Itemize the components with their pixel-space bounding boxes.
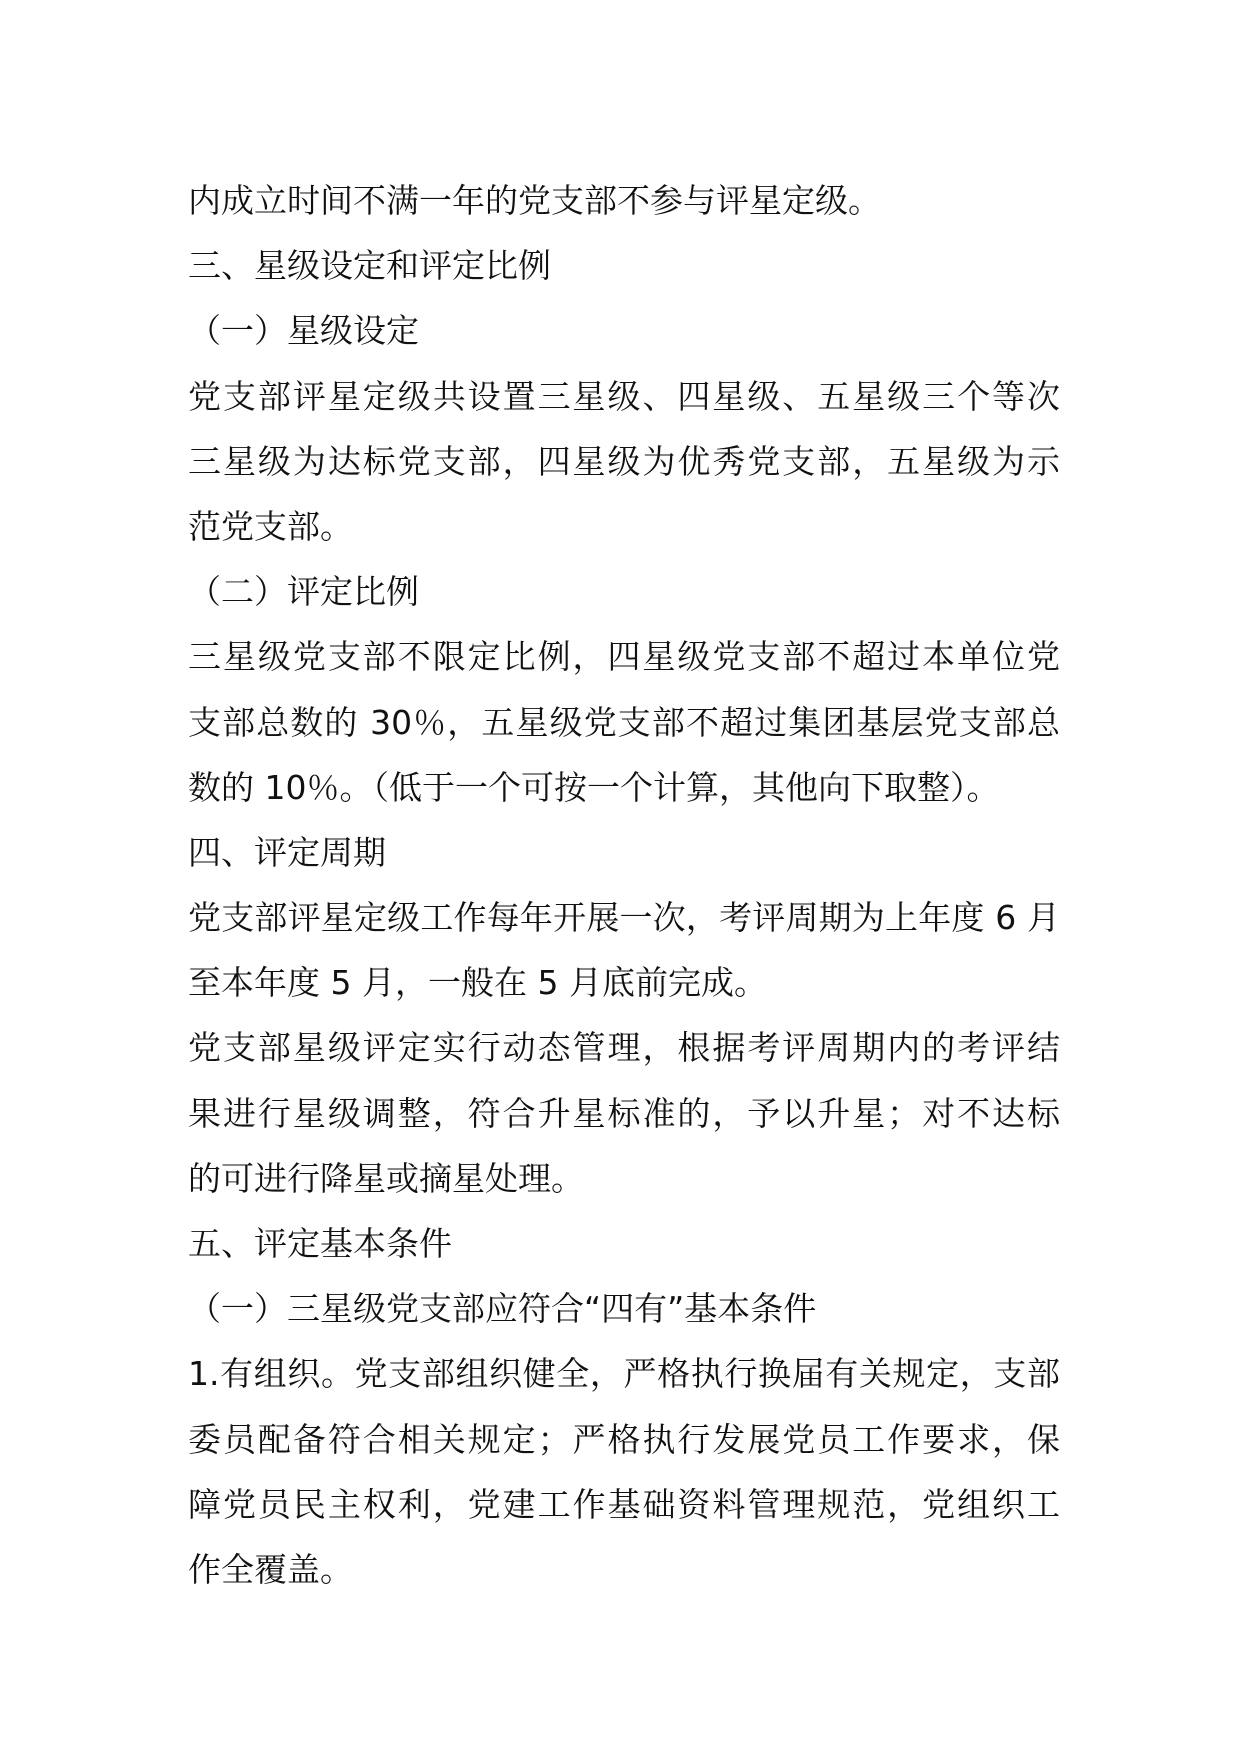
section-heading: 三、星级设定和评定比例 [188, 246, 551, 286]
text-line: 委员配备符合相关规定；严格执行发展党员工作要求，保 [188, 1419, 1060, 1459]
text-line: 数的 10％。（低于一个可按一个计算，其他向下取整）。 [188, 767, 1000, 807]
subsection-heading: （一）星级设定 [188, 311, 419, 351]
text-line: 果进行星级调整，符合升星标准的，予以升星；对不达标 [188, 1093, 1060, 1133]
document-body [188, 168, 1060, 1602]
section-heading: 五、评定基本条件 [188, 1224, 452, 1263]
text-line: 至本年度 5 月，一般在 5 月底前完成。 [188, 963, 767, 1003]
text-line: 三星级为达标党支部，四星级为优秀党支部，五星级为示 [188, 441, 1060, 481]
text-line: 党支部星级评定实行动态管理，根据考评周期内的考评结 [188, 1028, 1060, 1068]
text-line: 的可进行降星或摘星处理。 [188, 1158, 584, 1198]
text-line: 党支部评星定级工作每年开展一次，考评周期为上年度 6 月 [188, 898, 1060, 938]
subsection-heading: （二）评定比例 [188, 572, 419, 612]
text-line: 1.有组织。党支部组织健全，严格执行换届有关规定，支部 [188, 1354, 1060, 1394]
text-line: 支部总数的 30％，五星级党支部不超过集团基层党支部总 [188, 702, 1060, 742]
text-line: 障党员民主权利，党建工作基础资料管理规范，党组织工 [188, 1484, 1060, 1524]
subsection-heading: （一）三星级党支部应符合“四有”基本条件 [188, 1289, 817, 1329]
text-line: 内成立时间不满一年的党支部不参与评星定级。 [188, 181, 881, 220]
text-line: 三星级党支部不限定比例，四星级党支部不超过本单位党 [188, 637, 1060, 677]
section-heading: 四、评定周期 [188, 832, 386, 872]
text-line: 作全覆盖。 [188, 1549, 353, 1589]
text-line: 党支部评星定级共设置三星级、四星级、五星级三个等次 [188, 376, 1060, 416]
text-line: 范党支部。 [188, 506, 353, 546]
